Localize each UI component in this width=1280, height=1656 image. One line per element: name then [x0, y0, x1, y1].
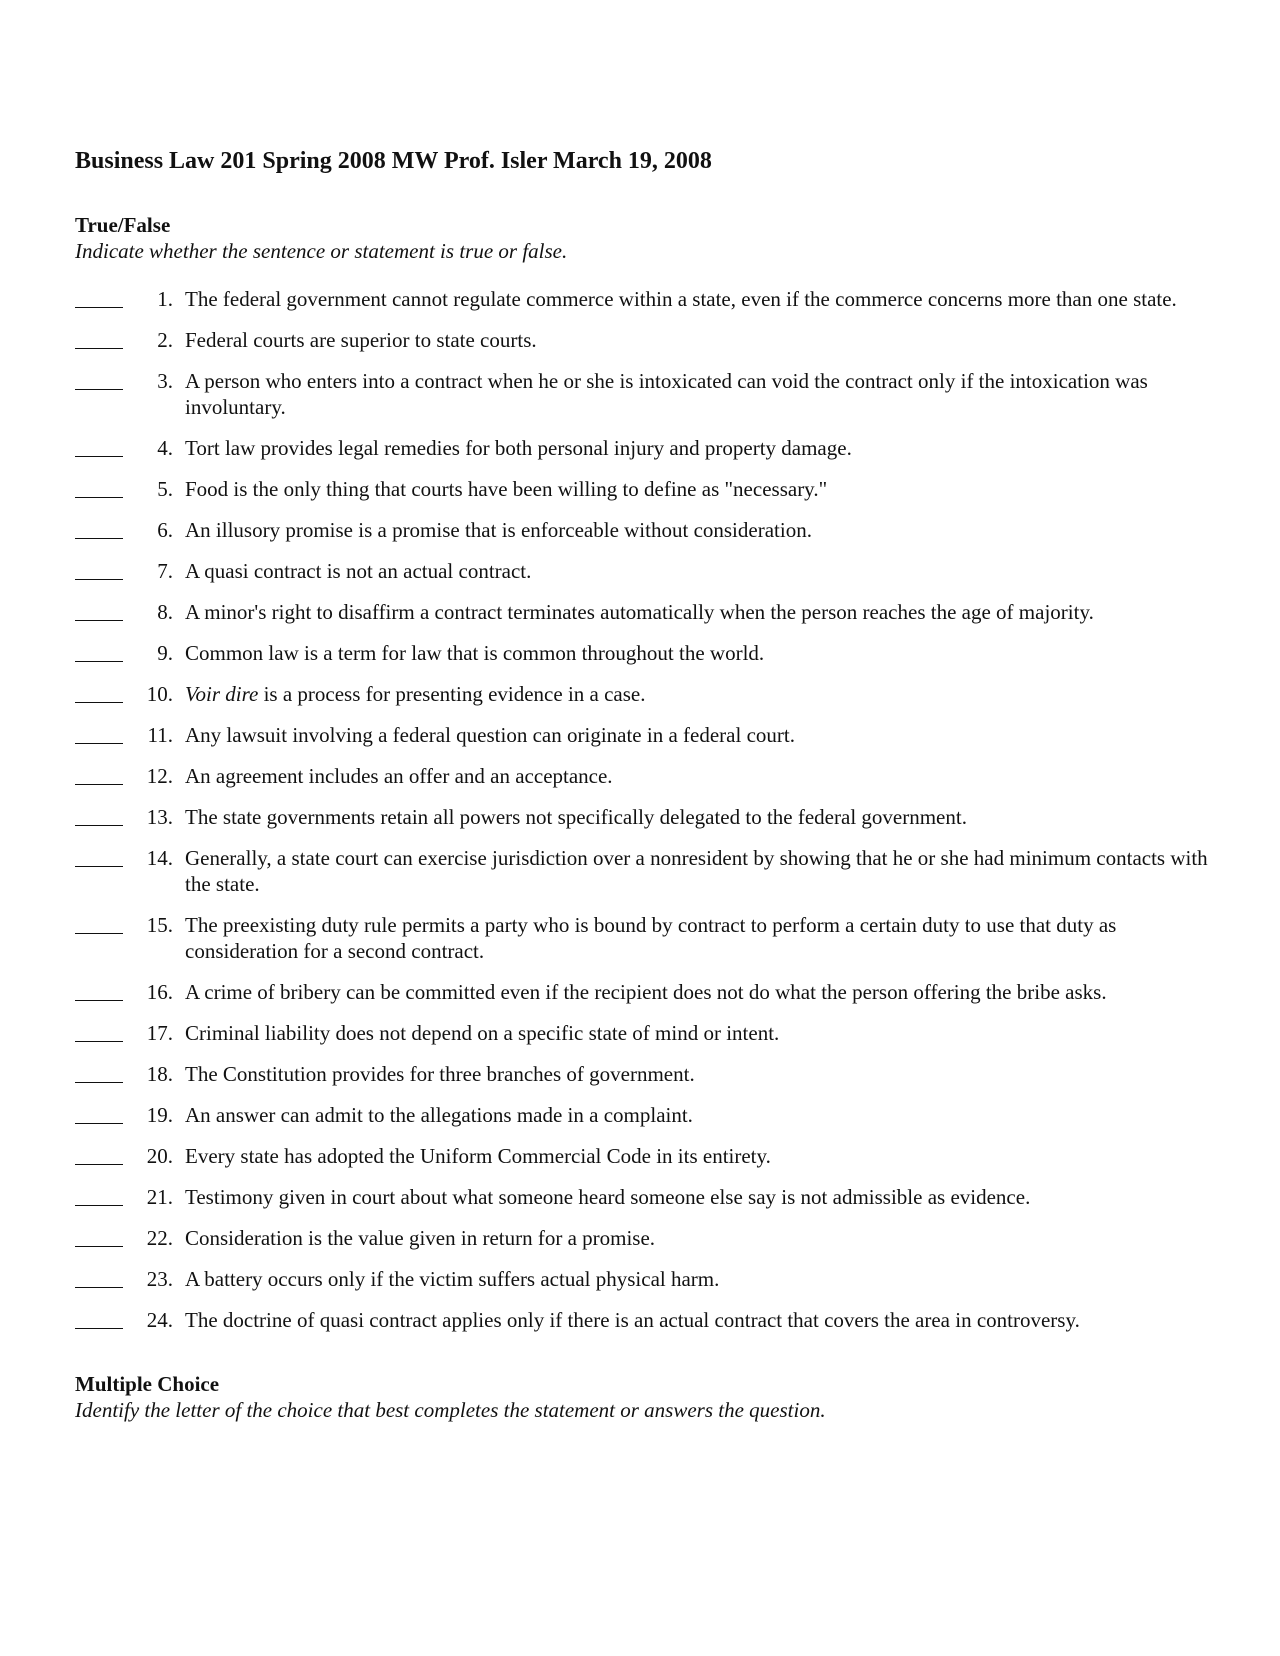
question-number: 12.: [146, 764, 173, 788]
question-item: [75, 1102, 1210, 1128]
question-italic-term: Voir dire: [185, 682, 259, 706]
answer-blank[interactable]: [75, 1184, 123, 1210]
question-number: 11.: [147, 723, 173, 747]
question-text: Testimony given in court about what someone heard someone else say is not admissible as evidence.: [185, 1185, 1031, 1209]
question-number: 21.: [146, 1185, 173, 1209]
question-number: 20.: [146, 1144, 173, 1168]
question-item: [75, 286, 1210, 312]
question-text-rest: is a process for presenting evidence in a case.: [258, 682, 646, 706]
question-number: 6.: [157, 518, 173, 542]
question-text: A quasi contract is not an actual contract.: [185, 559, 532, 583]
question-number: 15.: [146, 913, 173, 937]
question-number: 13.: [146, 805, 173, 829]
question-item: [75, 640, 1210, 666]
question-item: [75, 1184, 1210, 1210]
question-text: The preexisting duty rule permits a party who is bound by contract to perform a certain duty to use that duty as consideration for a second contract.: [185, 913, 1117, 963]
question-number: 22.: [146, 1226, 173, 1250]
question-item: [75, 1266, 1210, 1292]
question-number: 10.: [146, 682, 173, 706]
question-number: 2.: [157, 328, 173, 352]
question-item: [75, 681, 1210, 707]
question-text: Criminal liability does not depend on a specific state of mind or intent.: [185, 1021, 780, 1045]
exam-title: Business Law 201 Spring 2008 MW Prof. Isler March 19, 2008: [75, 148, 712, 174]
question-text: The doctrine of quasi contract applies only if there is an actual contract that covers the area in controversy.: [185, 1308, 1080, 1332]
answer-blank[interactable]: [75, 912, 123, 938]
question-text: Tort law provides legal remedies for both personal injury and property damage.: [185, 436, 852, 460]
answer-blank[interactable]: [75, 599, 123, 625]
question-item: [75, 1225, 1210, 1251]
exam-page: [75, 146, 1210, 1423]
multiple-choice-instruction: Identify the letter of the choice that best completes the statement or answers the question.: [75, 1398, 826, 1422]
answer-blank[interactable]: [75, 1307, 123, 1333]
question-item: [75, 1061, 1210, 1087]
answer-blank[interactable]: [75, 979, 123, 1005]
question-text: The Constitution provides for three branches of government.: [185, 1062, 695, 1086]
question-item: [75, 979, 1210, 1005]
question-number: 16.: [146, 980, 173, 1004]
question-item: [75, 327, 1210, 353]
answer-blank[interactable]: [75, 1061, 123, 1087]
answer-blank[interactable]: [75, 722, 123, 748]
question-number: 8.: [157, 600, 173, 624]
answer-blank[interactable]: [75, 845, 123, 871]
true-false-section: [75, 212, 1210, 1333]
question-item: [75, 912, 1210, 964]
question-number: 9.: [157, 641, 173, 665]
question-number: 17.: [146, 1021, 173, 1045]
question-text: Food is the only thing that courts have been willing to define as "necessary.": [185, 477, 828, 501]
question-item: [75, 722, 1210, 748]
question-text: The federal government cannot regulate commerce within a state, even if the commerce concerns more than one state.: [185, 287, 1177, 311]
question-text: Consideration is the value given in return for a promise.: [185, 1226, 656, 1250]
multiple-choice-heading: Multiple Choice: [75, 1372, 220, 1396]
question-item: [75, 476, 1210, 502]
answer-blank[interactable]: [75, 1143, 123, 1169]
question-text: An answer can admit to the allegations made in a complaint.: [185, 1103, 693, 1127]
question-text: Generally, a state court can exercise jurisdiction over a nonresident by showing that he or she had minimum contacts with the state.: [185, 846, 1208, 896]
question-item: [75, 1307, 1210, 1333]
question-number: 5.: [157, 477, 173, 501]
answer-blank[interactable]: [75, 558, 123, 584]
question-text: A minor's right to disaffirm a contract terminates automatically when the person reaches the age of majority.: [185, 600, 1094, 624]
question-number: 18.: [146, 1062, 173, 1086]
question-text: Every state has adopted the Uniform Commercial Code in its entirety.: [185, 1144, 771, 1168]
question-number: 24.: [146, 1308, 173, 1332]
answer-blank[interactable]: [75, 1266, 123, 1292]
answer-blank[interactable]: [75, 804, 123, 830]
question-text: A person who enters into a contract when he or she is intoxicated can void the contract only if the intoxication was involuntary.: [185, 369, 1148, 419]
question-number: 14.: [146, 846, 173, 870]
answer-blank[interactable]: [75, 327, 123, 353]
question-text: An agreement includes an offer and an acceptance.: [185, 764, 613, 788]
question-item: [75, 517, 1210, 543]
question-text: Any lawsuit involving a federal question can originate in a federal court.: [185, 723, 795, 747]
true-false-instruction: Indicate whether the sentence or statement is true or false.: [75, 239, 568, 263]
question-item: [75, 845, 1210, 897]
answer-blank[interactable]: [75, 286, 123, 312]
answer-blank[interactable]: [75, 681, 123, 707]
question-text: Common law is a term for law that is common throughout the world.: [185, 641, 765, 665]
true-false-question-list: [75, 286, 1210, 1333]
question-item: [75, 804, 1210, 830]
question-number: 1.: [157, 287, 173, 311]
answer-blank[interactable]: [75, 517, 123, 543]
answer-blank[interactable]: [75, 1225, 123, 1251]
question-text: A crime of bribery can be committed even if the recipient does not do what the person offering the bribe asks.: [185, 980, 1107, 1004]
question-text: A battery occurs only if the victim suffers actual physical harm.: [185, 1267, 720, 1291]
question-number: 4.: [157, 436, 173, 460]
answer-blank[interactable]: [75, 476, 123, 502]
question-number: 7.: [157, 559, 173, 583]
question-item: [75, 599, 1210, 625]
question-item: [75, 368, 1210, 420]
question-number: 3.: [157, 369, 173, 393]
answer-blank[interactable]: [75, 1102, 123, 1128]
multiple-choice-section: [75, 1371, 1210, 1423]
answer-blank[interactable]: [75, 1020, 123, 1046]
question-item: [75, 1143, 1210, 1169]
question-item: [75, 1020, 1210, 1046]
answer-blank[interactable]: [75, 368, 123, 394]
answer-blank[interactable]: [75, 435, 123, 461]
true-false-heading: True/False: [75, 213, 171, 237]
question-text: The state governments retain all powers not specifically delegated to the federal government.: [185, 805, 967, 829]
question-item: [75, 763, 1210, 789]
question-item: [75, 435, 1210, 461]
question-text: An illusory promise is a promise that is enforceable without consideration.: [185, 518, 812, 542]
question-text: Federal courts are superior to state courts.: [185, 328, 537, 352]
answer-blank[interactable]: [75, 763, 123, 789]
answer-blank[interactable]: [75, 640, 123, 666]
question-number: 23.: [146, 1267, 173, 1291]
question-item: [75, 558, 1210, 584]
question-text: [185, 681, 1210, 707]
question-number: 19.: [146, 1103, 173, 1127]
